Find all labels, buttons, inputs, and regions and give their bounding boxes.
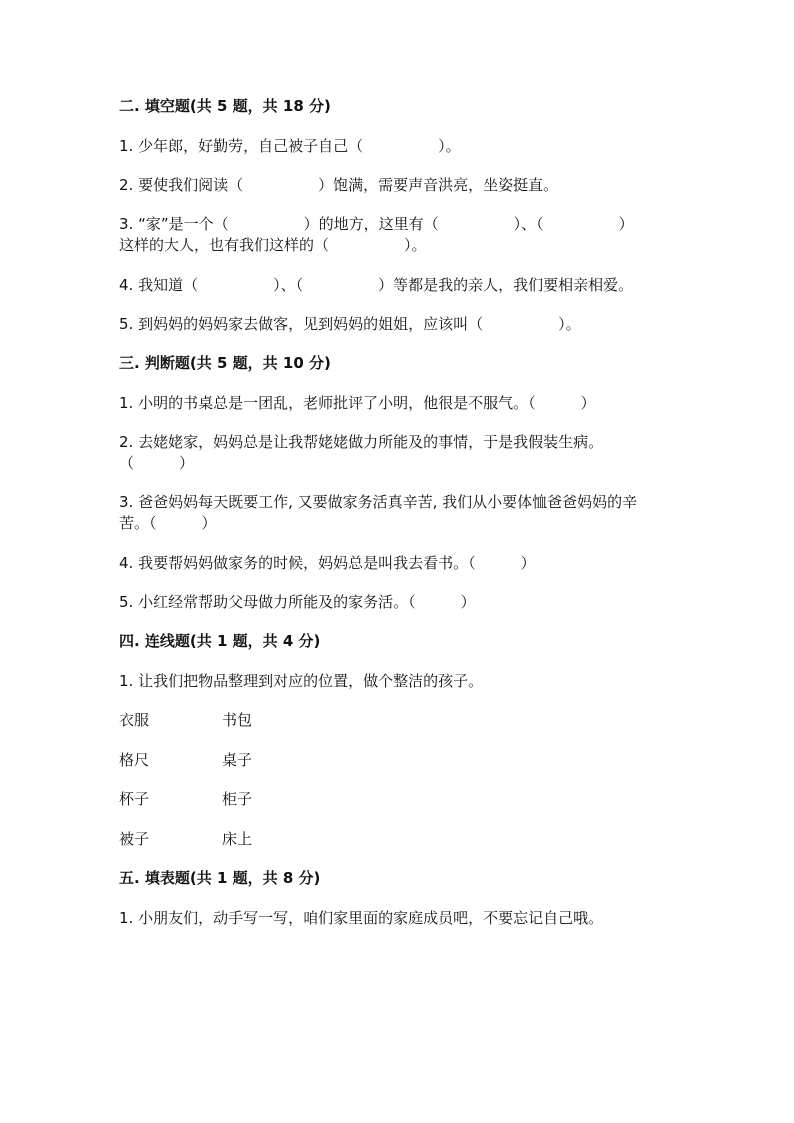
judge-question-3-line-1: 3. 爸爸妈妈每天既要工作, 又要做家务活真辛苦, 我们从小要体恤爸爸妈妈的辛 bbox=[119, 493, 638, 511]
judge-question-1: 1. 小明的书桌总是一团乱，老师批评了小明，他很是不服气。（ ） bbox=[119, 394, 596, 412]
match-left-item: 格尺 bbox=[119, 751, 150, 769]
section-2-heading: 二. 填空题(共 5 题，共 18 分) bbox=[119, 97, 331, 115]
judge-question-4: 4. 我要帮妈妈做家务的时候，妈妈总是叫我去看书。（ ） bbox=[119, 554, 536, 572]
judge-question-2-line-2: （ ） bbox=[119, 454, 195, 472]
match-left-item: 被子 bbox=[119, 830, 150, 848]
fill-question-3-line-2: 这样的大人，也有我们这样的（ ）。 bbox=[119, 236, 427, 254]
match-left-item: 杯子 bbox=[119, 790, 150, 808]
match-right-item: 桌子 bbox=[222, 751, 253, 769]
judge-question-5: 5. 小红经常帮助父母做力所能及的家务活。（ ） bbox=[119, 593, 476, 611]
judge-question-2-line-1: 2. 去姥姥家，妈妈总是让我帮姥姥做力所能及的事情，于是我假装生病。 bbox=[119, 433, 604, 451]
match-right-item: 书包 bbox=[222, 711, 253, 729]
match-question-1: 1. 让我们把物品整理到对应的位置，做个整洁的孩子。 bbox=[119, 672, 484, 690]
fill-question-3-line-1: 3. “家”是一个（ ）的地方，这里有（ ）、（ ） bbox=[119, 215, 634, 233]
fill-question-1: 1. 少年郎，好勤劳，自己被子自己（ ）。 bbox=[119, 137, 461, 155]
fill-question-5: 5. 到妈妈的妈妈家去做客，见到妈妈的姐姐，应该叫（ ）。 bbox=[119, 315, 581, 333]
fill-question-2: 2. 要使我们阅读（ ）饱满，需要声音洪亮，坐姿挺直。 bbox=[119, 176, 559, 194]
match-left-item: 衣服 bbox=[119, 711, 150, 729]
judge-question-3-line-2: 苦。（ ） bbox=[119, 514, 217, 532]
match-right-item: 柜子 bbox=[222, 790, 253, 808]
section-3-heading: 三. 判断题(共 5 题，共 10 分) bbox=[119, 354, 331, 372]
section-4-heading: 四. 连线题(共 1 题，共 4 分) bbox=[119, 632, 321, 650]
section-5-heading: 五. 填表题(共 1 题，共 8 分) bbox=[119, 869, 321, 887]
fill-question-4: 4. 我知道（ ）、（ ）等都是我的亲人，我们要相亲相爱。 bbox=[119, 276, 634, 294]
match-right-item: 床上 bbox=[222, 830, 253, 848]
table-question-1: 1. 小朋友们，动手写一写，咱们家里面的家庭成员吧，不要忘记自己哦。 bbox=[119, 909, 604, 927]
